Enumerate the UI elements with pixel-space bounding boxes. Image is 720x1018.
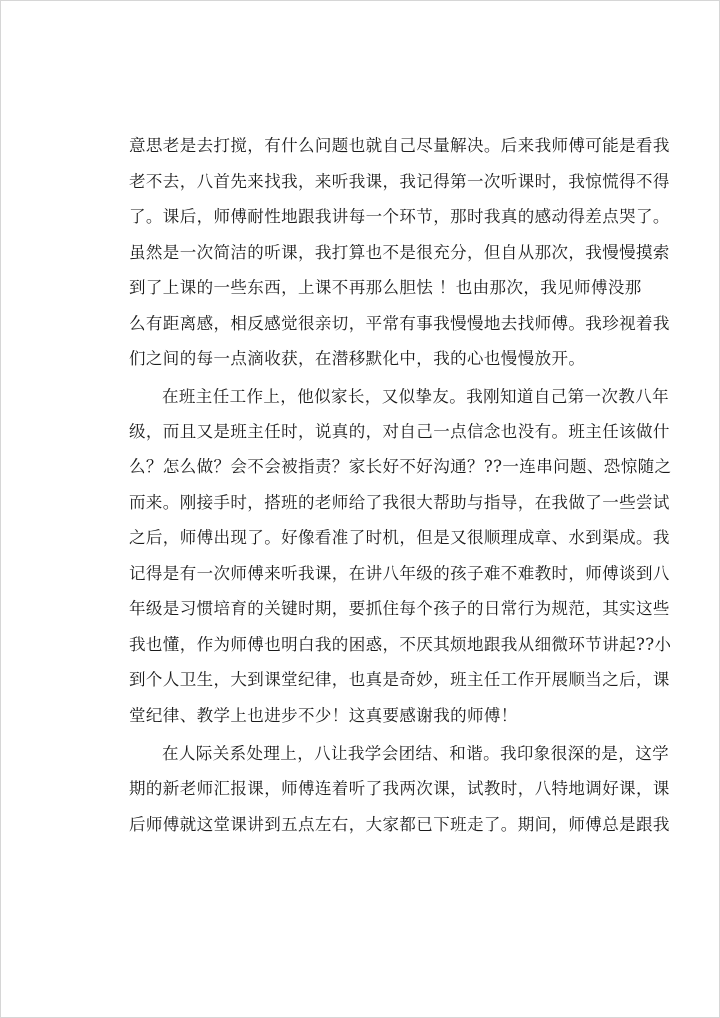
text-line: 之后，师傅出现了。好像看准了时机，但是又很顺理成章、水到渠成。我	[129, 528, 670, 547]
text-line: 期的新老师汇报课，师傅连着听了我两次课，试教时，八特地调好课，课	[129, 779, 670, 798]
text-line: 了。课后，师傅耐性地跟我讲每一个环节，那时我真的感动得差点哭了。	[129, 207, 670, 226]
text-line: 么有距离感，相反感觉很亲切，平常有事我慢慢地去找师傅。我珍视着我	[129, 314, 670, 333]
paragraph-first-line: 在人际关系处理上，八让我学会团结、和谐。我印象很深的是，这学	[162, 744, 669, 763]
text-line: 们之间的每一点滴收获，在潜移默化中，我的心也慢慢放开。	[129, 349, 586, 368]
text-line: 么？怎么做？会不会被指责？家长好不好沟通？??一连串问题、恐惊随之	[129, 457, 672, 476]
text-line: 我也懂，作为师傅也明白我的困惑，不厌其烦地跟我从细微环节讲起??小	[129, 635, 672, 654]
text-line: 后师傅就这堂课讲到五点左右，大家都已下班走了。期间，师傅总是跟我	[129, 815, 670, 834]
text-line: 记得是有一次师傅来听我课，在讲八年级的孩子难不难教时，师傅谈到八	[129, 564, 670, 583]
text-line: 到了上课的一些东西，上课不再那么胆怯 ！也由那次，我见师傅没那	[129, 278, 642, 297]
text-line: 到个人卫生，大到课堂纪律，也真是奇妙，班主任工作开展顺当之后，课	[129, 670, 670, 689]
text-line: 意思老是去打搅，有什么问题也就自己尽量解决。后来我师傅可能是看我	[129, 136, 670, 155]
paragraph-first-line: 在班主任工作上，他似家长，又似挚友。我刚知道自己第一次教八年	[162, 387, 669, 406]
text-line: 虽然是一次简洁的听课，我打算也不是很充分，但自从那次，我慢慢摸索	[129, 243, 670, 262]
text-line: 老不去，八首先来找我，来听我课，我记得第一次听课时，我惊慌得不得	[129, 172, 670, 191]
text-line: 而来。刚接手时，搭班的老师给了我很大帮助与指导，在我做了一些尝试	[129, 493, 670, 512]
text-line: 年级是习惯培育的关键时期，要抓住每个孩子的日常行为规范，其实这些	[129, 599, 670, 618]
text-line: 级，而且又是班主任时，说真的，对自己一点信念也没有。班主任该做什	[129, 422, 670, 441]
text-line: 堂纪律、教学上也进步不少！这真要感谢我的师傅！	[129, 706, 518, 725]
